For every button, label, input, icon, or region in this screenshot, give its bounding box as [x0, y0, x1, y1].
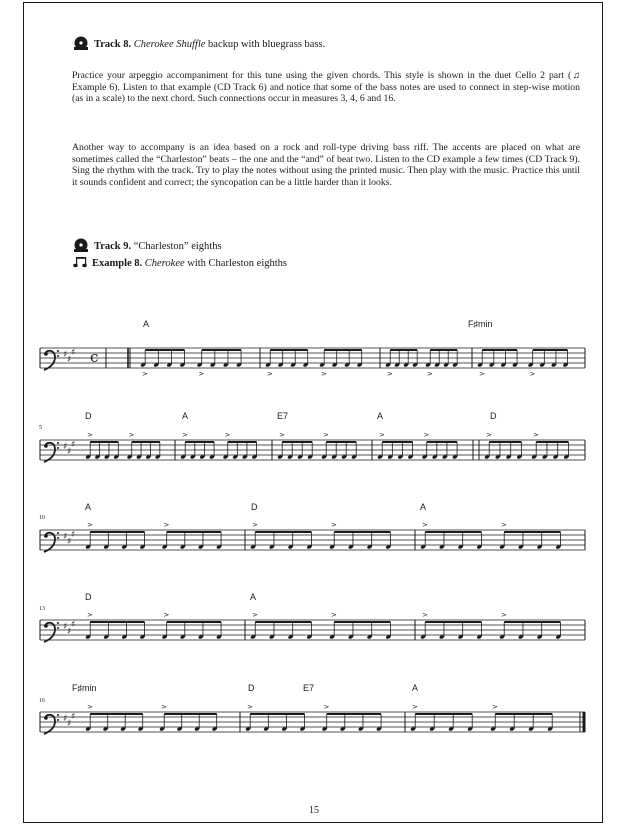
accent-mark: >	[224, 431, 231, 439]
accent-mark: >	[161, 703, 167, 711]
example-8-description: with Charleston eighths	[184, 258, 288, 269]
accent-mark: >	[331, 611, 337, 619]
sharp: ♯	[63, 714, 68, 724]
bass-clef	[57, 719, 59, 721]
bass-clef	[44, 444, 48, 448]
bass-clef	[57, 442, 59, 444]
accent-mark: >	[252, 521, 258, 529]
sharp: ♯	[71, 440, 76, 450]
accent-mark: >	[427, 370, 433, 378]
accent-mark: >	[486, 431, 492, 439]
accent-mark: >	[423, 431, 430, 439]
measure-number: 13	[39, 606, 45, 612]
bass-clef	[44, 352, 48, 356]
chord-symbol: F♯min	[72, 683, 97, 693]
chord-symbol: E7	[277, 411, 289, 421]
bass-clef	[57, 622, 59, 624]
sharp: ♯	[71, 620, 76, 630]
accent-mark: >	[163, 611, 170, 619]
accent-mark: >	[492, 703, 498, 711]
accent-mark: >	[422, 611, 428, 619]
bass-clef	[57, 355, 59, 357]
bass-clef	[57, 532, 59, 534]
bass-clef	[44, 534, 48, 538]
chord-symbol: D	[85, 592, 92, 602]
paragraph-arpeggio-text: Practice your arpeggio accompaniment for this tune using the given chords. This style is shown in the duet Cello 2 part (♫ Example 6). Listen to that example (CD Track 6) and notice that some of the bass notes are used to connect in step-wise motion (as in a scale) to the next chord. Such connections occur in measures 3, 4, 6 and 16.	[72, 70, 580, 105]
sharp: ♯	[67, 355, 72, 365]
accent-mark: >	[87, 611, 93, 619]
track-8-title: Cherokee Shuffle	[133, 39, 206, 50]
sharp: ♯	[63, 442, 68, 452]
accent-mark: >	[379, 431, 385, 439]
accent-mark: >	[279, 431, 285, 439]
accent-mark: >	[182, 431, 188, 439]
bass-clef	[44, 624, 48, 628]
accent-mark: >	[267, 370, 273, 378]
chord-symbol: E7	[303, 683, 315, 693]
accent-mark: >	[87, 521, 93, 529]
accent-mark: >	[321, 370, 327, 378]
accent-mark: >	[501, 521, 507, 529]
track-8-label: Track 8.	[94, 39, 132, 50]
accent-mark: >	[87, 703, 93, 711]
bass-clef	[57, 447, 59, 449]
sharp: ♯	[71, 712, 76, 722]
accent-mark: >	[323, 431, 329, 439]
bass-clef	[57, 537, 59, 539]
sharp: ♯	[67, 719, 72, 729]
bass-clef	[57, 627, 59, 629]
accent-mark: >	[387, 370, 393, 378]
track-8-description: backup with bluegrass bass.	[205, 39, 326, 50]
chord-symbol: D	[490, 411, 497, 421]
accent-mark: >	[198, 370, 205, 378]
accent-mark: >	[142, 370, 148, 378]
measure-number: 5	[39, 425, 42, 431]
chord-symbol: D	[85, 411, 92, 421]
chord-symbol: A	[412, 683, 419, 693]
accent-mark: >	[247, 703, 253, 711]
sharp: ♯	[63, 350, 68, 360]
track-9-description: “Charleston” eighths	[131, 241, 222, 252]
sharp: ♯	[67, 447, 72, 457]
bass-clef	[44, 716, 48, 720]
track-9-label: Track 9.	[94, 241, 132, 252]
paragraph-charleston-text: Another way to accompany is an idea based on a rock and roll-type driving bass riff. The accents are placed on what are sometimes called the “Charleston” beats – the one and the “and” of beat two. Listen to the CD example a few times (CD Track 9). Sing the rhythm with the track. Try to play the notes without using the printed music. Then play with the music. Practice this until it sounds confident and correct; the syncopation can be a little harder than it looks.	[72, 142, 580, 188]
sharp: ♯	[63, 622, 68, 632]
sharp: ♯	[71, 348, 76, 358]
measure-number: 16	[39, 698, 45, 704]
bass-clef	[57, 714, 59, 716]
accent-mark: >	[533, 431, 539, 439]
sharp: ♯	[67, 537, 72, 547]
chord-symbol: D	[251, 502, 258, 512]
accent-mark: >	[501, 611, 507, 619]
accent-mark: >	[331, 521, 337, 529]
chord-symbol: A	[250, 592, 257, 602]
sharp: ♯	[63, 532, 68, 542]
chord-symbol: A	[377, 411, 384, 421]
chord-symbol: A	[420, 502, 427, 512]
page-number: 15	[309, 805, 319, 816]
chord-symbol: F♯min	[468, 319, 493, 329]
measure-number: 10	[39, 515, 45, 521]
bass-clef	[57, 350, 59, 352]
example-8-title: Cherokee	[144, 258, 185, 269]
accent-mark: >	[252, 611, 258, 619]
accent-mark: >	[529, 370, 536, 378]
sharp: ♯	[71, 530, 76, 540]
accent-mark: >	[323, 703, 330, 711]
time-signature: c	[90, 348, 99, 366]
accent-mark: >	[422, 521, 428, 529]
accent-mark: >	[128, 431, 135, 439]
accent-mark: >	[479, 370, 485, 378]
chord-symbol: A	[85, 502, 92, 512]
chord-symbol: A	[143, 319, 150, 329]
chord-symbol: A	[182, 411, 189, 421]
accent-mark: >	[163, 521, 170, 529]
sharp: ♯	[67, 627, 72, 637]
example-8-label: Example 8.	[92, 258, 143, 269]
chord-symbol: D	[248, 683, 255, 693]
accent-mark: >	[87, 431, 93, 439]
accent-mark: >	[412, 703, 418, 711]
